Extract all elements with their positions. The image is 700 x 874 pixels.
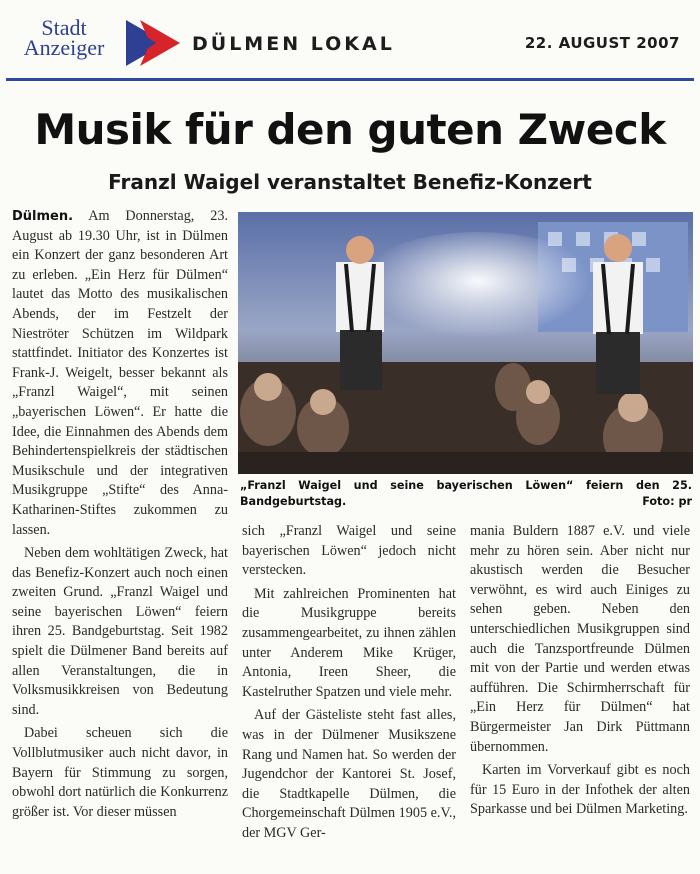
paragraph: Neben dem wohltätigen Zweck, hat das Benefiz-Konzert auch noch einen zweiten Grund. „Franzl Waigel und seine bayerischen Löwen“ feiern ihren 25. Bandgeburtstag. Seit 1982 spielt die Dülmener Band bereits auf allen Veranstaltungen, die in Volksmusikkreisen von Bedeutung sind. <box>12 545 228 718</box>
section-title: DÜLMEN LOKAL <box>192 33 395 55</box>
paragraph: Dabei scheuen sich die Vollblutmusiker auch nicht davor, in Bayern für Stimmung zu sorgen, obwohl dort natürlich die Konkurrenz größer ist. Vor dieser müssen <box>12 725 228 820</box>
masthead-rule <box>6 78 694 81</box>
stadtanzeiger-logo <box>8 15 120 60</box>
issue-date: 22. AUGUST 2007 <box>524 34 680 52</box>
article-photo <box>238 212 693 474</box>
paragraph: Auf der Gästeliste steht fast alles, was in der Dülmener Musikszene Rang und Namen hat. So werden der Jugendchor der Kantorei St. Josef, die Stadtkapelle Dülmen, die Chorgemeinschaft Dülmen 1905 e.V., der MGV Ger- <box>242 707 456 841</box>
headline: Musik für den guten Zweck <box>34 105 666 154</box>
logo-arrow-icon <box>126 20 180 66</box>
paragraph: Mit zahlreichen Prominenten hat die Musikgruppe bereits zusammengearbeitet, zu ihnen zählen unter Anderem Mike Krüger, Antonia, Ireen Sheer, die Kastelruther Spatzen und viele mehr. <box>242 585 456 700</box>
band-photo-illustration <box>238 212 693 474</box>
logo-line-1: Stadt <box>41 15 87 40</box>
dateline: Dülmen. <box>12 209 74 224</box>
paragraph: mania Buldern 1887 e.V. und viele mehr zu hören sein. Aber nicht nur akustisch werden die Besucher verwöhnt, es wird auch Einiges zu sehen geben. Neben den unterschiedlichen Musikgruppen sind auch die Tanzsportfreunde Dülmen mit von der Partie und werden etwas aufführen. Die Schirmherrschaft für „Ein Herz für Dülmen“ hat Bürgermeister Jan Dirk Püttmann übernommen. <box>470 523 690 755</box>
paragraph: sich „Franzl Waigel und seine bayerischen Löwen“ jedoch nicht verstecken. <box>242 523 456 579</box>
photo-credit: Foto: pr <box>642 495 692 508</box>
article-column-2 <box>242 522 456 844</box>
paragraph: Karten im Vorverkauf gibt es noch für 15 Euro in der Infothek der alten Sparkasse und bei Dülmen Marketing. <box>470 762 690 818</box>
subheadline: Franzl Waigel veranstaltet Benefiz-Konzert <box>108 170 592 194</box>
photo-caption <box>240 478 692 510</box>
article-column-3 <box>470 522 690 820</box>
caption-text: „Franzl Waigel und seine bayerischen Löwen“ feiern den 25. Bandgeburtstag. <box>240 479 692 508</box>
article-column-1 <box>12 207 228 822</box>
paragraph-text: Am Donnerstag, 23. August ab 19.30 Uhr, ist in Dülmen ein Konzert der ganz besonderen Art zu erleben. „Ein Herz für Dülmen“ lautet das Motto des musikalischen Abends, der im Festzelt der Nieströter Schützen im Wildpark stattfindet. Initiator des Konzertes ist Frank-J. Weigelt, besser bekannt als „Franzl Waigel“, mit seinen „bayerischen Löwen“. Er hatte die Idee, die Einnahmen des Abends dem Behindertenspielkreis der städtischen Musikschule und der integrativen Musikgruppe „Stifte“ des Anna-Katharinen-Stiftes zukommen zu lassen. <box>12 208 229 538</box>
masthead <box>0 0 700 82</box>
paragraph <box>12 207 228 540</box>
logo-line-2: Anzeiger <box>23 35 105 60</box>
